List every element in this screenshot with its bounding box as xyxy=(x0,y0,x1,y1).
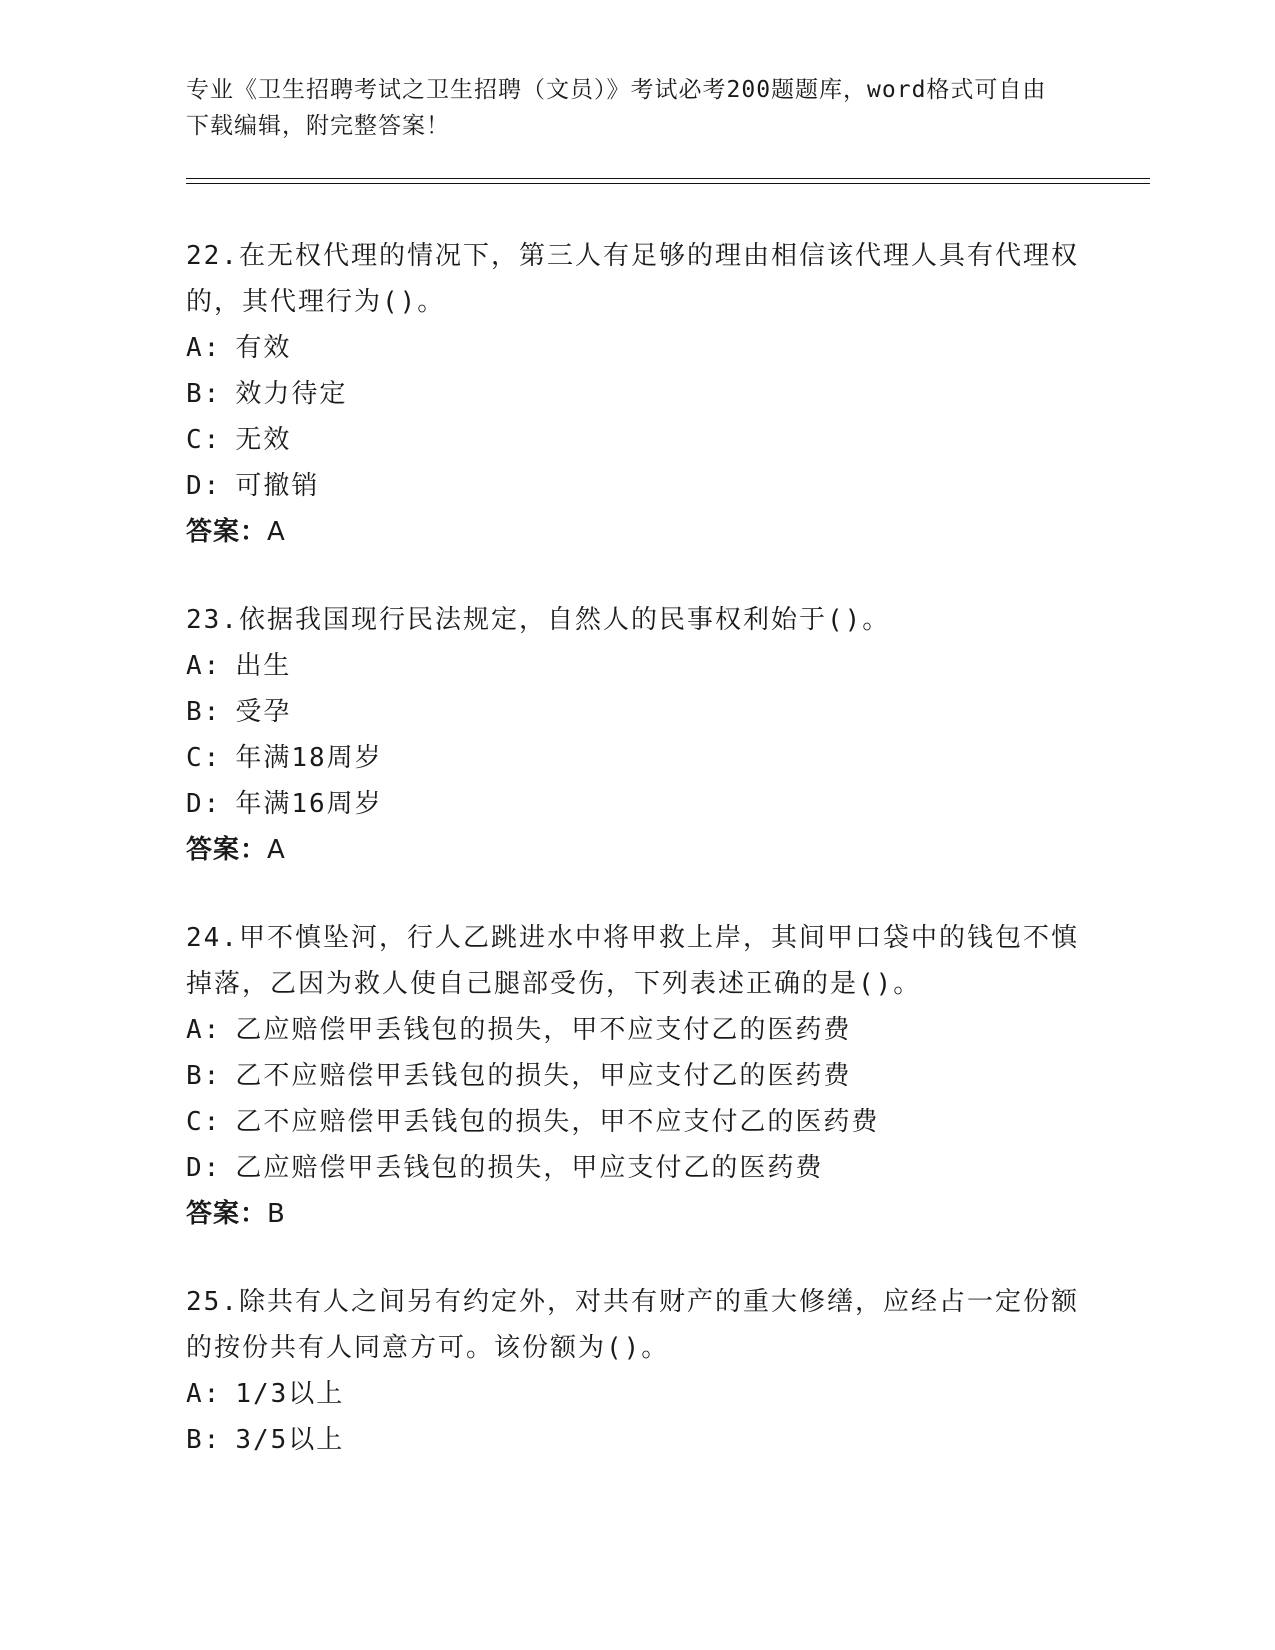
option-text: 受孕 xyxy=(235,697,292,727)
option-a xyxy=(186,643,1086,689)
option-text: 效力待定 xyxy=(235,379,348,409)
question-24 xyxy=(186,915,1086,1237)
answer-value: A xyxy=(267,835,286,865)
option-letter: D: xyxy=(186,1153,222,1183)
option-letter: D: xyxy=(186,789,222,819)
answer-line xyxy=(186,827,1086,873)
option-text: 乙应赔偿甲丢钱包的损失，甲应支付乙的医药费 xyxy=(235,1153,824,1183)
option-d xyxy=(186,1145,1086,1191)
option-b xyxy=(186,1053,1086,1099)
option-letter: C: xyxy=(186,1107,222,1137)
question-25 xyxy=(186,1279,1086,1463)
answer-line xyxy=(186,509,1086,555)
option-text: 乙不应赔偿甲丢钱包的损失，甲应支付乙的医药费 xyxy=(235,1061,852,1091)
question-list xyxy=(186,233,1086,1505)
option-letter: A: xyxy=(186,1379,222,1409)
option-letter: C: xyxy=(186,425,222,455)
option-letter: B: xyxy=(186,697,222,727)
answer-label: 答案： xyxy=(186,1199,268,1229)
option-letter: A: xyxy=(186,651,222,681)
answer-label: 答案： xyxy=(186,517,268,547)
option-text: 出生 xyxy=(235,651,292,681)
question-23 xyxy=(186,597,1086,873)
option-d xyxy=(186,463,1086,509)
option-b xyxy=(186,371,1086,417)
answer-line xyxy=(186,1191,1086,1237)
option-letter: A: xyxy=(186,333,222,363)
option-text: 无效 xyxy=(235,425,292,455)
option-text: 乙不应赔偿甲丢钱包的损失，甲不应支付乙的医药费 xyxy=(235,1107,880,1137)
option-b xyxy=(186,689,1086,735)
option-text: 1/3以上 xyxy=(235,1379,345,1409)
option-c xyxy=(186,735,1086,781)
question-stem: 22.在无权代理的情况下，第三人有足够的理由相信该代理人具有代理权的，其代理行为()。 xyxy=(186,241,1079,317)
header-rule-bottom xyxy=(186,183,1150,184)
option-b xyxy=(186,1417,1086,1463)
document-header: 专业《卫生招聘考试之卫生招聘（文员）》考试必考200题题库，word格式可自由下载编辑，附完整答案！ xyxy=(186,77,1047,139)
option-letter: C: xyxy=(186,743,222,773)
option-c xyxy=(186,1099,1086,1145)
question-stem: 25.除共有人之间另有约定外，对共有财产的重大修缮，应经占一定份额的按份共有人同意方可。该份额为()。 xyxy=(186,1287,1079,1363)
option-text: 乙应赔偿甲丢钱包的损失，甲不应支付乙的医药费 xyxy=(235,1015,852,1045)
option-letter: B: xyxy=(186,1425,222,1455)
header-rule-top xyxy=(186,178,1150,179)
question-22 xyxy=(186,233,1086,555)
option-d xyxy=(186,781,1086,827)
option-text: 可撤销 xyxy=(235,471,320,501)
option-letter: A: xyxy=(186,1015,222,1045)
option-a xyxy=(186,1007,1086,1053)
answer-value: B xyxy=(267,1199,286,1229)
option-c xyxy=(186,417,1086,463)
option-a xyxy=(186,325,1086,371)
option-letter: B: xyxy=(186,379,222,409)
option-letter: D: xyxy=(186,471,222,501)
option-a xyxy=(186,1371,1086,1417)
option-text: 3/5以上 xyxy=(235,1425,345,1455)
question-stem: 24.甲不慎坠河，行人乙跳进水中将甲救上岸，其间甲口袋中的钱包不慎掉落，乙因为救人使自己腿部受伤，下列表述正确的是()。 xyxy=(186,923,1079,999)
option-text: 年满16周岁 xyxy=(235,789,383,819)
question-stem: 23.依据我国现行民法规定，自然人的民事权利始于()。 xyxy=(186,605,891,635)
option-text: 年满18周岁 xyxy=(235,743,383,773)
option-text: 有效 xyxy=(235,333,292,363)
option-letter: B: xyxy=(186,1061,222,1091)
answer-label: 答案： xyxy=(186,835,268,865)
answer-value: A xyxy=(267,517,286,547)
